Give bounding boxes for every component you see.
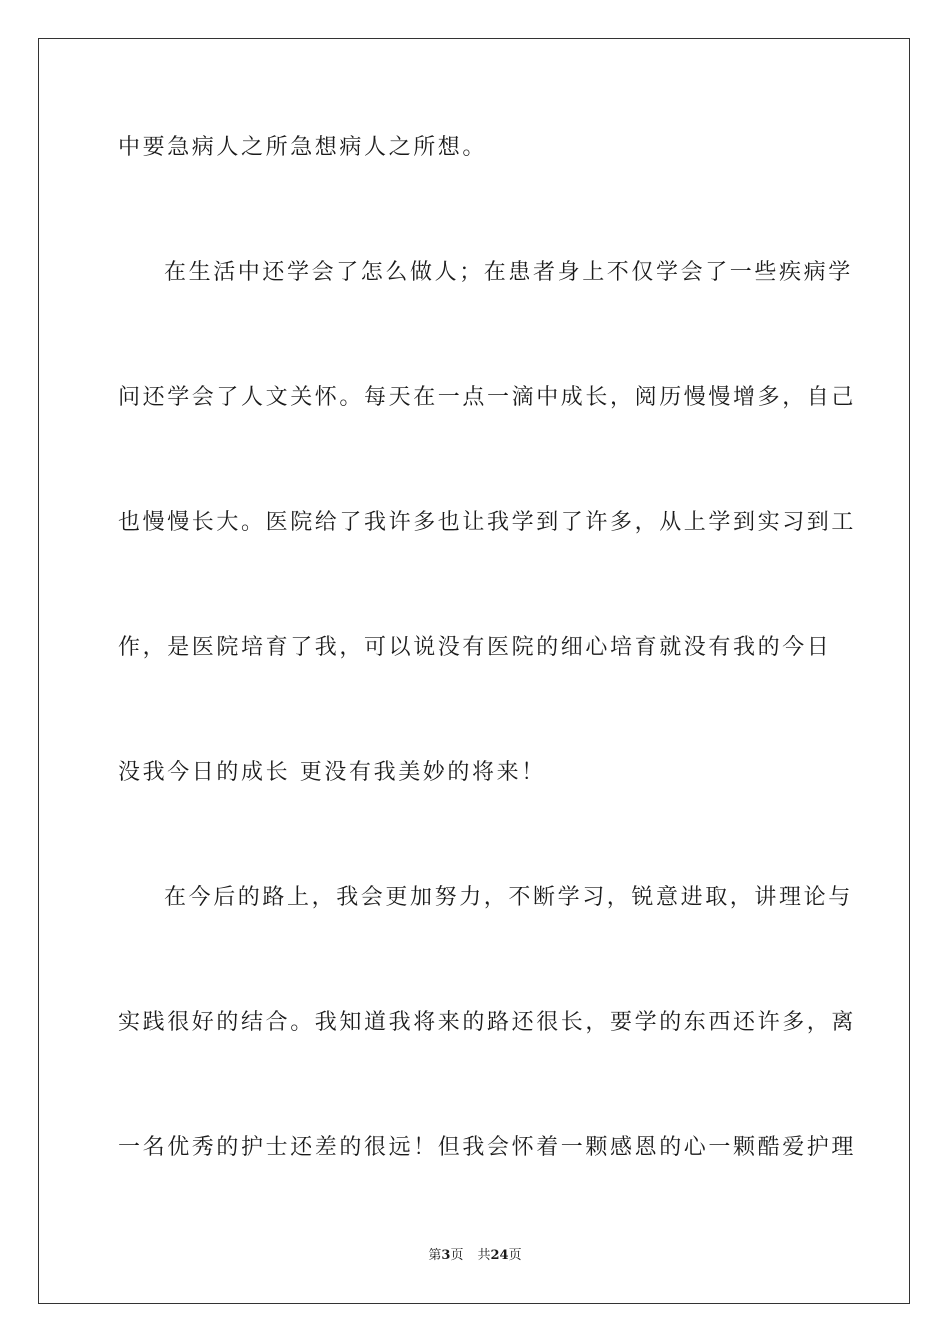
text-line: 没我今日的成长 更没有我美妙的将来！ [118, 760, 546, 785]
page-footer [0, 1247, 950, 1265]
page-border [38, 38, 910, 1304]
page-label-suffix: 页 [450, 1248, 464, 1263]
page-number: 3 [441, 1248, 451, 1263]
text-line: 中要急病人之所急想病人之所想。 [118, 135, 488, 160]
text-line: 问还学会了人文关怀。每天在一点一滴中成长，阅历慢慢增多，自己 [118, 385, 857, 410]
text-line: 也慢慢长大。医院给了我许多也让我学到了许多，从上学到实习到工 [118, 510, 857, 535]
total-label-suffix: 页 [508, 1248, 522, 1263]
page-label-prefix: 第 [428, 1248, 442, 1263]
text-line: 在生活中还学会了怎么做人；在患者身上不仅学会了一些疾病学 [164, 260, 853, 285]
text-line: 一名优秀的护士还差的很远！但我会怀着一颗感恩的心一颗酷爱护理 [118, 1135, 857, 1160]
text-line: 实践很好的结合。我知道我将来的路还很长，要学的东西还许多，离 [118, 1010, 857, 1035]
text-line: 在今后的路上，我会更加努力，不断学习，锐意进取，讲理论与 [164, 885, 853, 910]
total-label-prefix: 共 [477, 1248, 491, 1263]
total-pages: 24 [490, 1248, 509, 1263]
text-line: 作，是医院培育了我，可以说没有医院的细心培育就没有我的今日 [118, 635, 832, 660]
